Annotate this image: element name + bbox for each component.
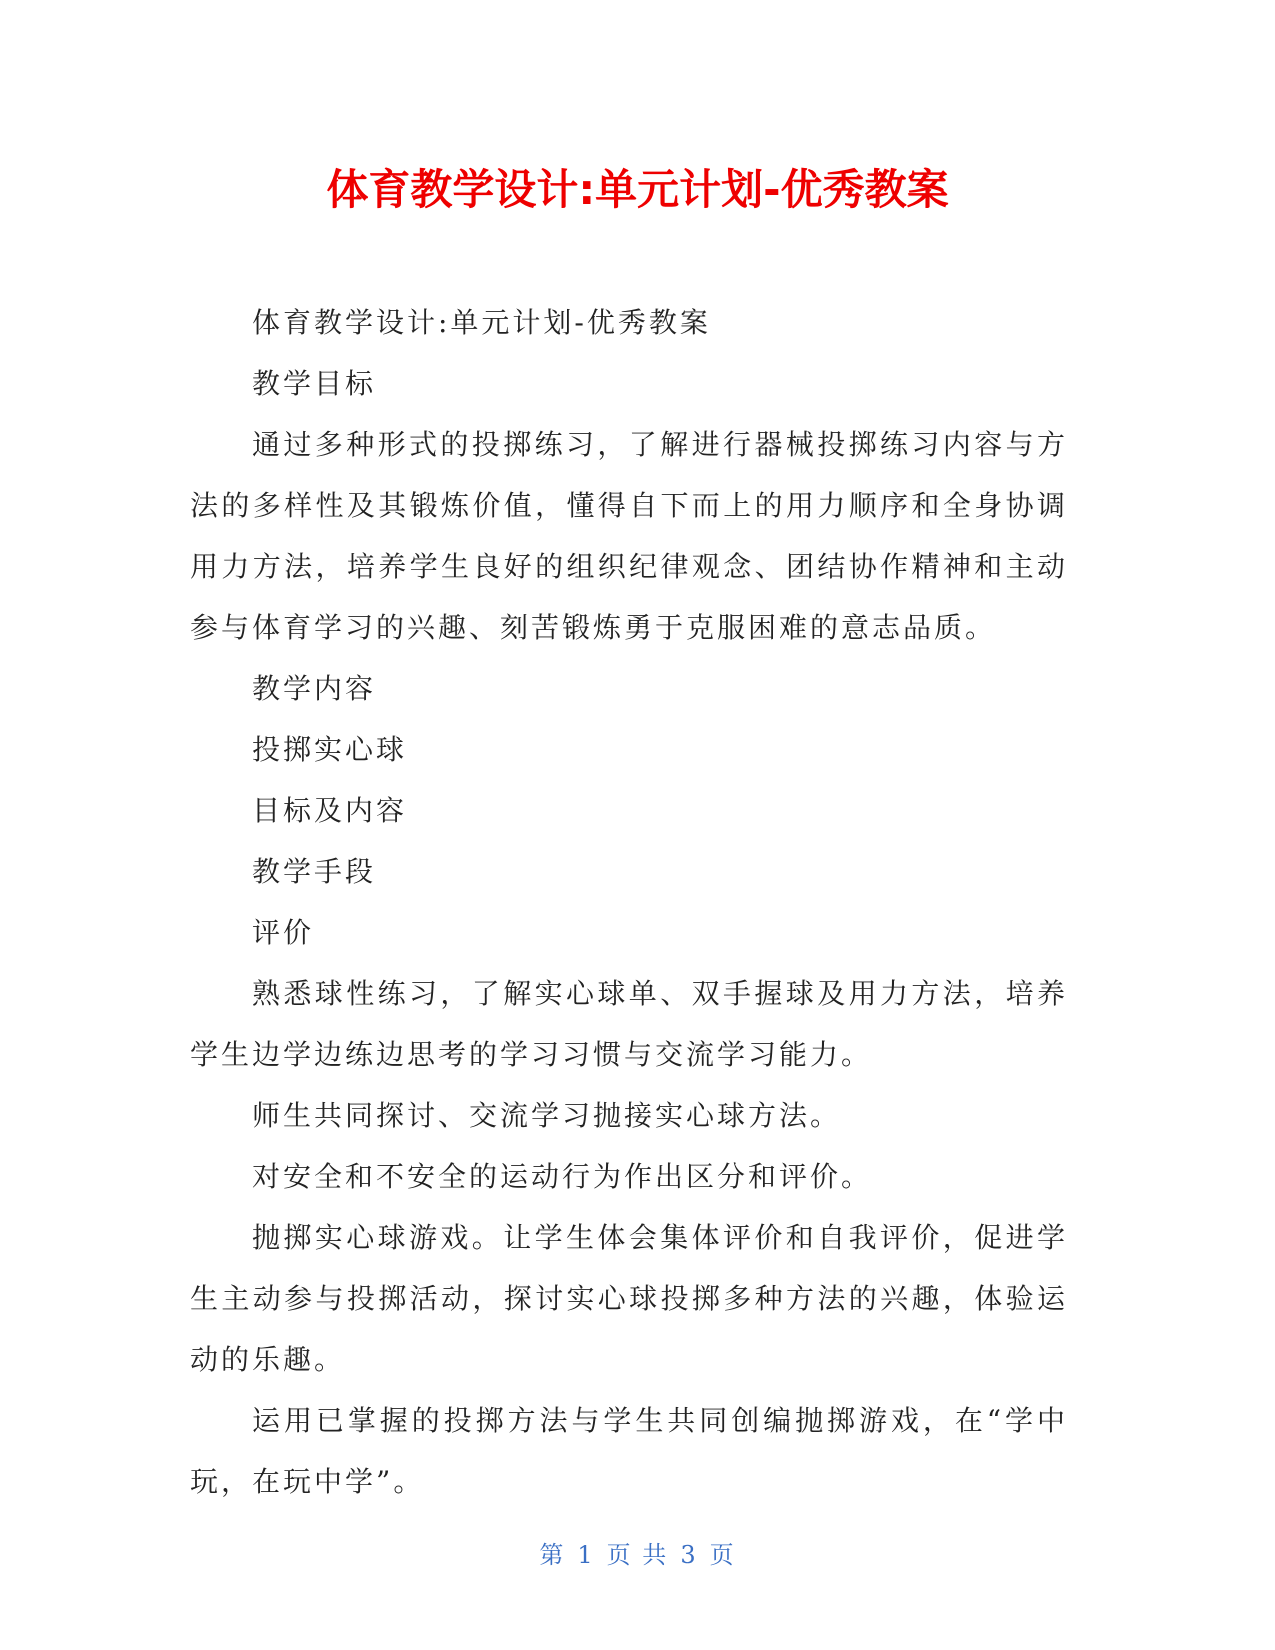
paragraph: 投掷实心球 bbox=[252, 733, 408, 766]
page-prefix: 第 bbox=[539, 1541, 566, 1569]
paragraph: 评价 bbox=[252, 916, 315, 949]
page-number-footer bbox=[0, 1540, 1275, 1570]
paragraph: 运用已掌握的投掷方法与学生共同创编抛掷游戏，在“学中玩，在玩中学”。 bbox=[190, 1404, 1068, 1498]
paragraph: 教学目标 bbox=[252, 367, 377, 400]
paragraph: 对安全和不安全的运动行为作出区分和评价。 bbox=[252, 1160, 873, 1193]
paragraph: 熟悉球性练习，了解实心球单、双手握球及用力方法，培养学生边学边练边思考的学习习惯与交流学习能力。 bbox=[190, 977, 1068, 1071]
page-mid: 页 共 bbox=[606, 1541, 669, 1569]
page-total: 3 bbox=[680, 1541, 698, 1569]
paragraph: 体育教学设计:单元计划-优秀教案 bbox=[252, 306, 711, 339]
paragraph: 抛掷实心球游戏。让学生体会集体评价和自我评价，促进学生主动参与投掷活动，探讨实心球投掷多种方法的兴趣，体验运动的乐趣。 bbox=[190, 1221, 1068, 1376]
paragraph: 教学内容 bbox=[252, 672, 377, 705]
page-current: 1 bbox=[577, 1541, 595, 1569]
paragraph: 教学手段 bbox=[252, 855, 377, 888]
page-suffix: 页 bbox=[709, 1541, 736, 1569]
paragraph: 通过多种形式的投掷练习，了解进行器械投掷练习内容与方法的多样性及其锻炼价值，懂得自下而上的用力顺序和全身协调用力方法，培养学生良好的组织纪律观念、团结协作精神和主动参与体育学习的兴趣、刻苦锻炼勇于克服困难的意志品质。 bbox=[190, 428, 1068, 644]
paragraph: 师生共同探讨、交流学习抛接实心球方法。 bbox=[252, 1099, 842, 1132]
document-title: 体育教学设计:单元计划-优秀教案 bbox=[326, 165, 949, 214]
document-body bbox=[190, 292, 1068, 1512]
paragraph: 目标及内容 bbox=[252, 794, 408, 827]
